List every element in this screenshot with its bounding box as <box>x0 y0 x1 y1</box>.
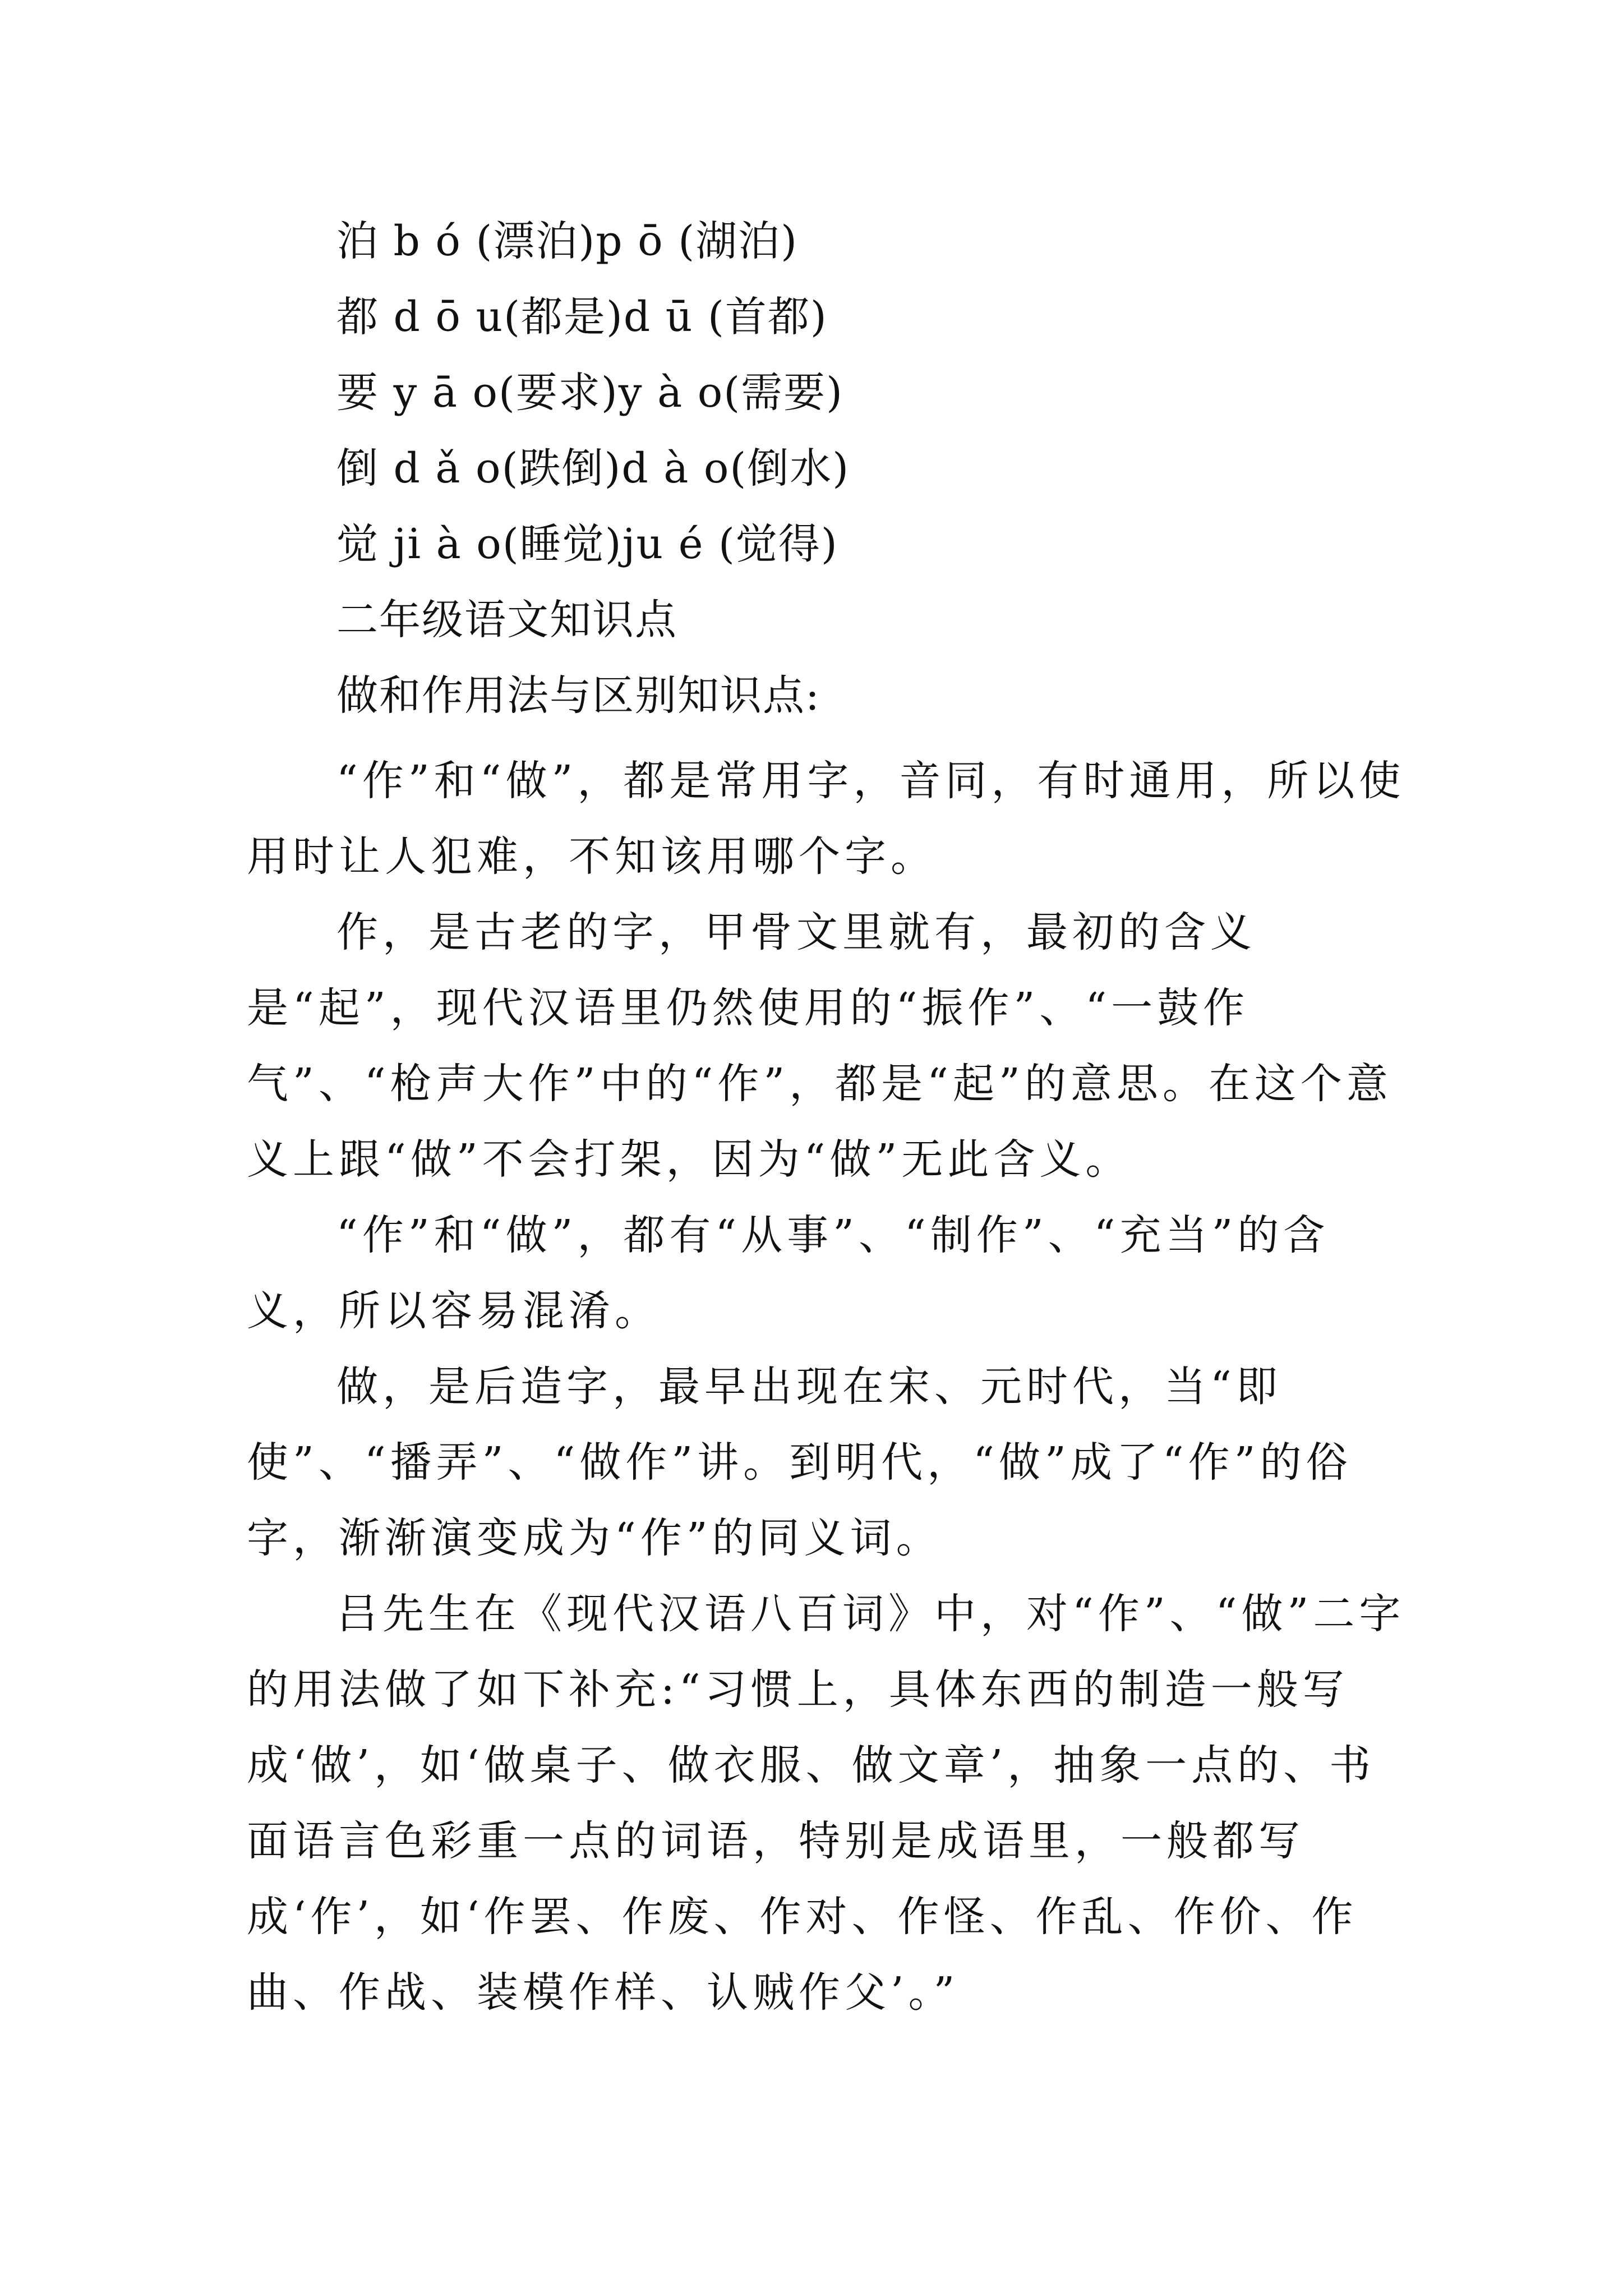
body-paragraph: “作”和“做”，都是常用字，音同，有时通用，所以使用时让人犯难，不知该用哪个字。 <box>247 757 1405 881</box>
polyphone-line: 倒 d ǎ o(跌倒)d à o(倒水) <box>336 444 850 493</box>
body-paragraph: 做，是后造字，最早出现在宋、元时代，当“即使”、“播弄”、“做作”讲。到明代，“做”成了“作”的俗字，渐渐演变成为“作”的同义词。 <box>247 1363 1352 1562</box>
polyphone-line: 泊 b ó (漂泊)p ō (湖泊) <box>336 217 798 265</box>
polyphone-line: 都 d ō u(都是)d ū (首都) <box>336 293 828 341</box>
body-paragraph: “作”和“做”，都有“从事”、“制作”、“充当”的含义，所以容易混淆。 <box>247 1211 1330 1335</box>
body-paragraph: 作，是古老的字，甲骨文里就有，最初的含义是“起”，现代汉语里仍然使用的“振作”、“一鼓作气”、“枪声大作”中的“作”，都是“起”的意思。在这个意义上跟“做”不会打架，因为“做”无此含义。 <box>247 908 1393 1184</box>
topic-heading: 做和作用法与区别知识点: <box>336 671 820 720</box>
section-heading: 二年级语文知识点 <box>336 596 677 644</box>
polyphone-line: 要 y ā o(要求)y à o(需要) <box>336 369 844 417</box>
polyphone-line: 觉 ji à o(睡觉)ju é (觉得) <box>336 520 838 568</box>
body-paragraph: 吕先生在《现代汉语八百词》中，对“作”、“做”二字的用法做了如下补充:“习惯上，具体东西的制造一般写成‘做’，如‘做桌子、做衣服、做文章’，抽象一点的、书面语言色彩重一点的词语，特别是成语里，一般都写成‘作’，如‘作罢、作废、作对、作怪、作乱、作价、作曲、作战、装模作样、认贼作父’。” <box>247 1590 1405 2017</box>
